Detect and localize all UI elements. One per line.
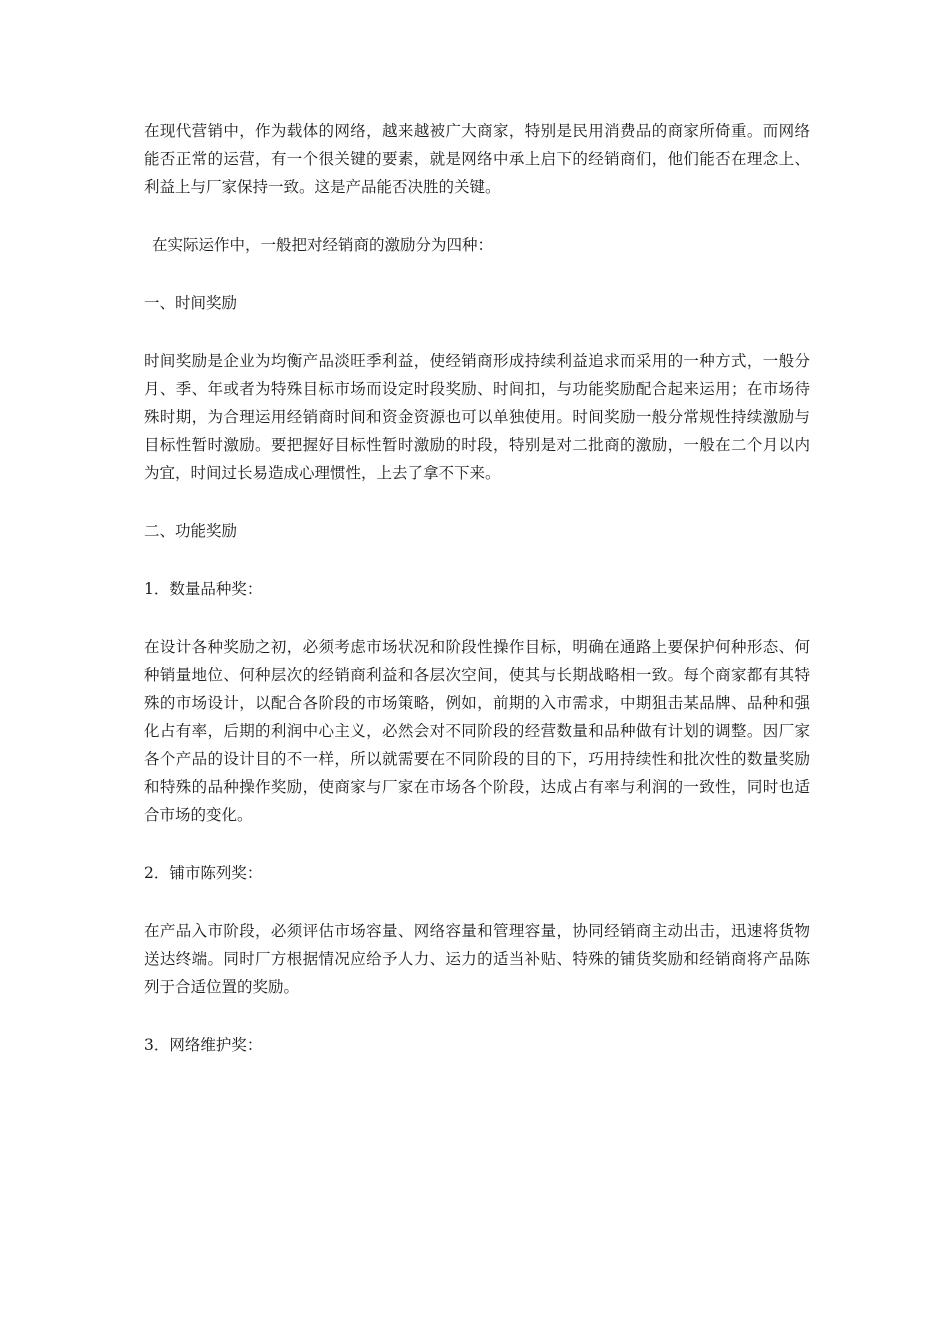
section-1-paragraph: 时间奖励是企业为均衡产品淡旺季利益，使经销商形成持续利益追求而采用的一种方式，一般分月、季、年或者为特殊目标市场而设定时段奖励、时间扣，与功能奖励配合起来运用；在市场待殊时期，为合理运用经销商时间和资金资源也可以单独使用。时间奖励一般分常规性持续激励与目标性暂时激励。要把握好目标性暂时激励的时段，特别是对二批商的激励，一般在二个月以内为宜，时间过长易造成心理惯性，上去了拿不下来。 <box>144 352 810 482</box>
intro-paragraph: 在现代营销中，作为载体的网络，越来越被广大商家，特别是民用消费品的商家所倚重。而网络能否正常的运营，有一个很关键的要素，就是网络中承上启下的经销商们，他们能否在理念上、利益上与厂家保持一致。这是产品能否决胜的关键。 <box>144 122 810 196</box>
item-3-heading: 3．网络维护奖： <box>144 1036 263 1054</box>
item-2-heading: 2．铺市陈列奖： <box>144 864 263 882</box>
section-2-heading: 二、功能奖励 <box>144 522 238 540</box>
item-2-paragraph: 在产品入市阶段，必须评估市场容量、网络容量和管理容量，协同经销商主动出击，迅速将货物送达终端。同时厂方根据情况应给予人力、运力的适当补贴、特殊的铺货奖励和经销商将产品陈列于合适位置的奖励。 <box>144 922 810 996</box>
section-1-heading: 一、时间奖励 <box>144 294 238 312</box>
item-1-paragraph: 在设计各种奖励之初，必须考虑市场状况和阶段性操作目标，明确在通路上要保护何种形态、何种销量地位、何种层次的经销商利益和各层次空间，使其与长期战略相一致。每个商家都有其特殊的市场设计，以配合各阶段的市场策略，例如，前期的入市需求，中期狙击某品牌、品种和强化占有率，后期的利润中心主义，必然会对不同阶段的经营数量和品种做有计划的调整。因厂家各个产品的设计目的不一样，所以就需要在不同阶段的目的下，巧用持续性和批次性的数量奖励和特殊的品种操作奖励，使商家与厂家在市场各个阶段，达成占有率与利润的一致性，同时也适合市场的变化。 <box>144 638 810 824</box>
document-body <box>144 117 810 1059</box>
lead-paragraph: 在实际运作中，一般把对经销商的激励分为四种： <box>152 236 494 254</box>
item-1-heading: 1．数量品种奖： <box>144 580 263 598</box>
